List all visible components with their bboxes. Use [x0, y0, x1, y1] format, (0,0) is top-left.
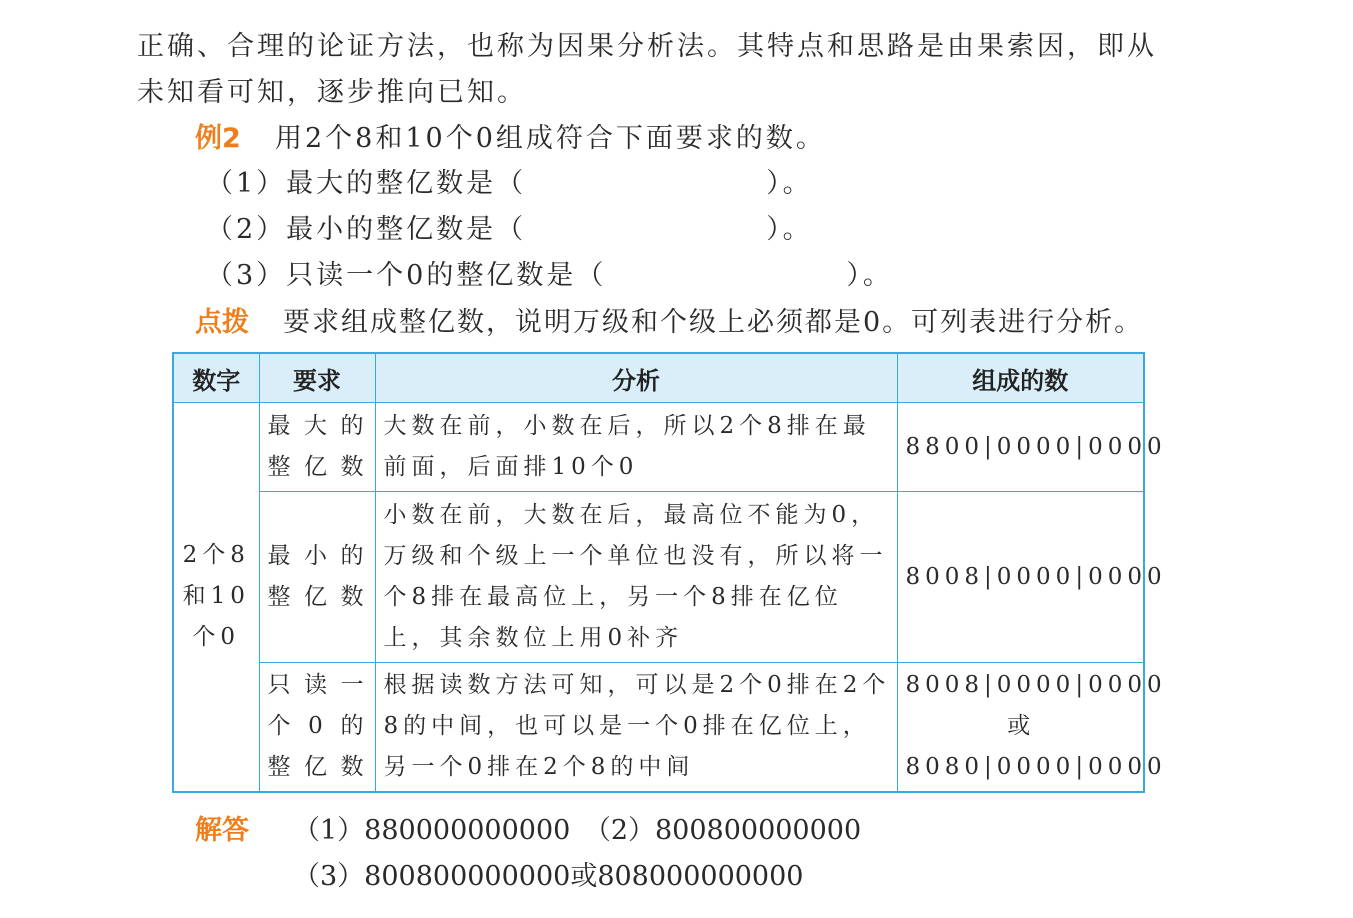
intro-line-1: 正确、合理的论证方法，也称为因果分析法。其特点和思路是由果索因，即从	[137, 31, 1157, 62]
hint-text: 要求组成整亿数，说明万级和个级上必须都是0。可列表进行分析。	[283, 307, 1144, 338]
requirement-cell: 最大的整亿数	[259, 403, 375, 492]
answer-line-2: （3）800800000000或808000000000	[293, 861, 804, 892]
header-requirement: 要求	[259, 353, 375, 403]
digits-cell: 2个8和10个0	[173, 403, 259, 792]
result-value: 8008|0000|0000	[905, 563, 1167, 590]
header-analysis: 分析	[375, 353, 897, 403]
result-value: 8080|0000|0000	[905, 754, 1167, 781]
analysis-cell: 根据读数方法可知，可以是2个0排在2个8的中间，也可以是一个0排在亿位上，另一个0排在2个8的中间	[375, 663, 897, 792]
question-label: （1）最大的整亿数是（	[206, 168, 527, 199]
table-row	[173, 663, 1144, 792]
question-close: ）。	[766, 214, 813, 245]
answer-line-1: （1）880000000000 （2）800800000000	[293, 815, 862, 846]
question-close: ）。	[846, 260, 893, 291]
question-1	[206, 170, 813, 197]
header-result: 组成的数	[897, 353, 1144, 403]
analysis-cell: 小数在前，大数在后，最高位不能为0，万级和个级上一个单位也没有，所以将一个8排在最高位上，另一个8排在亿位上，其余数位上用0补齐	[375, 492, 897, 663]
intro-line-2: 未知看可知，逐步推向已知。	[137, 77, 527, 108]
result-cell	[897, 492, 1167, 663]
analysis-cell: 大数在前，小数在后，所以2个8排在最前面，后面排10个0	[375, 403, 897, 492]
analysis-table	[172, 352, 1167, 793]
answer-tag: 解答	[195, 815, 249, 846]
example-tag: 例2	[195, 123, 241, 154]
table-row	[173, 492, 1144, 663]
question-label: （3）只读一个0的整亿数是（	[206, 260, 607, 291]
question-2	[206, 216, 813, 243]
question-label: （2）最小的整亿数是（	[206, 214, 527, 245]
table-row	[173, 403, 1144, 492]
header-digits: 数字	[173, 353, 259, 403]
example-prompt: 用2个8和10个0组成符合下面要求的数。	[275, 123, 826, 154]
result-cell	[897, 403, 1167, 492]
result-cell	[897, 663, 1167, 792]
question-close: ）。	[766, 168, 813, 199]
requirement-cell: 只读一个0的整亿数	[259, 663, 375, 792]
hint-tag: 点拨	[195, 307, 249, 338]
table-header-row	[173, 353, 1144, 403]
question-3	[206, 262, 893, 289]
result-value: 8008|0000|0000 或	[905, 672, 1167, 740]
requirement-cell: 最小的整亿数	[259, 492, 375, 663]
result-value: 8800|0000|0000	[905, 433, 1167, 460]
